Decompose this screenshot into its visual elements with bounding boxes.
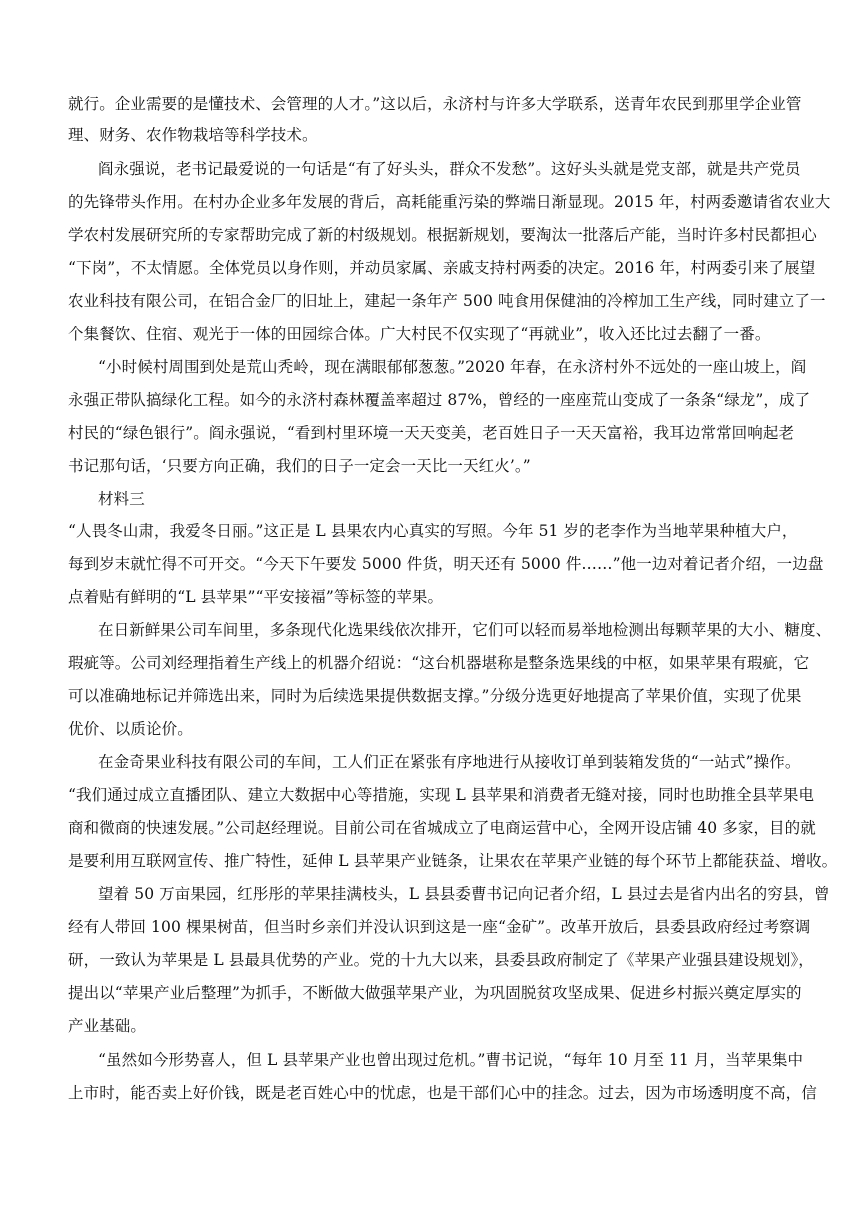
paragraph-start: 阎永强说，老书记最爱说的一句话是“有了好头头，群众不发愁”。这好头头就是党支部，就是共产党员: [98, 160, 801, 178]
section-heading: 材料三: [98, 490, 145, 508]
text-line: 村民的“绿色银行”。阎永强说，“看到村里环境一天天变美，老百姓日子一天天富裕，我耳边常常回响起老: [68, 424, 795, 442]
paragraph-start: 在金奇果业科技有限公司的车间，工人们正在紧张有序地进行从接收订单到装箱发货的“一站式”操作。: [98, 753, 801, 771]
text-line: 农业科技有限公司，在铝合金厂的旧址上，建起一条年产 500 吨食用保健油的冷榨加工生产线，同时建立了一: [68, 292, 826, 310]
text-line: 优价、以质论价。: [68, 720, 193, 738]
text-line: 研，一致认为苹果是 L 县最具优势的产业。党的十九大以来，县委县政府制定了《苹果产业强县建设规划》，: [68, 951, 814, 969]
text-line: 提出以“苹果产业后整理”为抓手，不断做大做强苹果产业，为巩固脱贫攻坚成果、促进乡村振兴奠定厚实的: [68, 984, 802, 1002]
text-line: “下岗”，不太情愿。全体党员以身作则，并动员家属、亲戚支持村两委的决定。2016 年，村两委引来了展望: [68, 259, 816, 277]
text-line: 学农村发展研究所的专家帮助完成了新的村级规划。根据新规划，要淘汰一批落后产能，当时许多村民都担心: [68, 226, 817, 244]
text-line: 点着贴有鲜明的“L 县苹果”“平安接福”等标签的苹果。: [68, 588, 444, 606]
text-line: 商和微商的快速发展。”公司赵经理说。目前公司在省城成立了电商运营中心，全网开设店铺 40 多家，目的就: [68, 819, 816, 837]
text-line: 产业基础。: [68, 1017, 147, 1035]
text-line: 理、财务、农作物栽培等科学技术。: [68, 126, 318, 144]
text-line: 是要利用互联网宣传、推广特性，延伸 L 县苹果产业链条，让果农在苹果产业链的每个环节上都能获益、增收。: [68, 852, 838, 870]
text-line: “我们通过成立直播团队、建立大数据中心等措施，实现 L 县苹果和消费者无缝对接，同时也助推全县苹果电: [68, 786, 815, 804]
text-line: 永强正带队搞绿化工程。如今的永济村森林覆盖率超过 87%，曾经的一座座荒山变成了一条条“绿龙”，成了: [68, 391, 811, 409]
text-line: 经有人带回 100 棵果树苗，但当时乡亲们并没认识到这是一座“金矿”。改革开放后，县委县政府经过考察调: [68, 918, 811, 936]
text-line: 的先锋带头作用。在村办企业多年发展的背后，高耗能重污染的弊端日渐显现。2015 年，村两委邀请省农业大: [68, 193, 831, 211]
paragraph-start: “人畏冬山肃，我爱冬日丽。”这正是 L 县果农内心真实的写照。今年 51 岁的老李作为当地苹果种植大户，: [68, 522, 798, 540]
text-line: 个集餐饮、住宿、观光于一体的田园综合体。广大村民不仅实现了“再就业”，收入还比过去翻了一番。: [68, 325, 771, 343]
paragraph-start: 望着 50 万亩果园，红彤彤的苹果挂满枝头，L 县县委曹书记向记者介绍，L 县过去是省内出名的穷县，曾: [98, 885, 830, 903]
paragraph-start: 在日新鲜果公司车间里，多条现代化选果线依次排开，它们可以轻而易举地检测出每颗苹果的大小、糖度、: [98, 621, 832, 639]
paragraph-start: “虽然如今形势喜人，但 L 县苹果产业也曾出现过危机。”曹书记说，“每年 10 月至 11 月，当苹果集中: [98, 1051, 804, 1069]
text-line: 就行。企业需要的是懂技术、会管理的人才。”这以后，永济村与许多大学联系，送青年农民到那里学企业管: [68, 95, 802, 113]
text-line: 书记那句话，‘只要方向正确，我们的日子一定会一天比一天红火’。”: [68, 457, 531, 475]
text-line: 每到岁末就忙得不可开交。“今天下午要发 5000 件货，明天还有 5000 件……”他一边对着记者介绍，一边盘: [68, 555, 824, 573]
text-line: 上市时，能否卖上好价钱，既是老百姓心中的忧虑，也是干部们心中的挂念。过去，因为市场透明度不高，信: [68, 1084, 817, 1102]
text-line: 瑕疵等。公司刘经理指着生产线上的机器介绍说：“这台机器堪称是整条选果线的中枢，如果苹果有瑕疵，它: [68, 654, 810, 672]
paragraph-start: “小时候村周围到处是荒山秃岭，现在满眼郁郁葱葱。”2020 年春，在永济村外不远处的一座山坡上，阎: [98, 358, 807, 376]
text-line: 可以准确地标记并筛选出来，同时为后续选果提供数据支撑。”分级分选更好地提高了苹果价值，实现了优果: [68, 687, 802, 705]
